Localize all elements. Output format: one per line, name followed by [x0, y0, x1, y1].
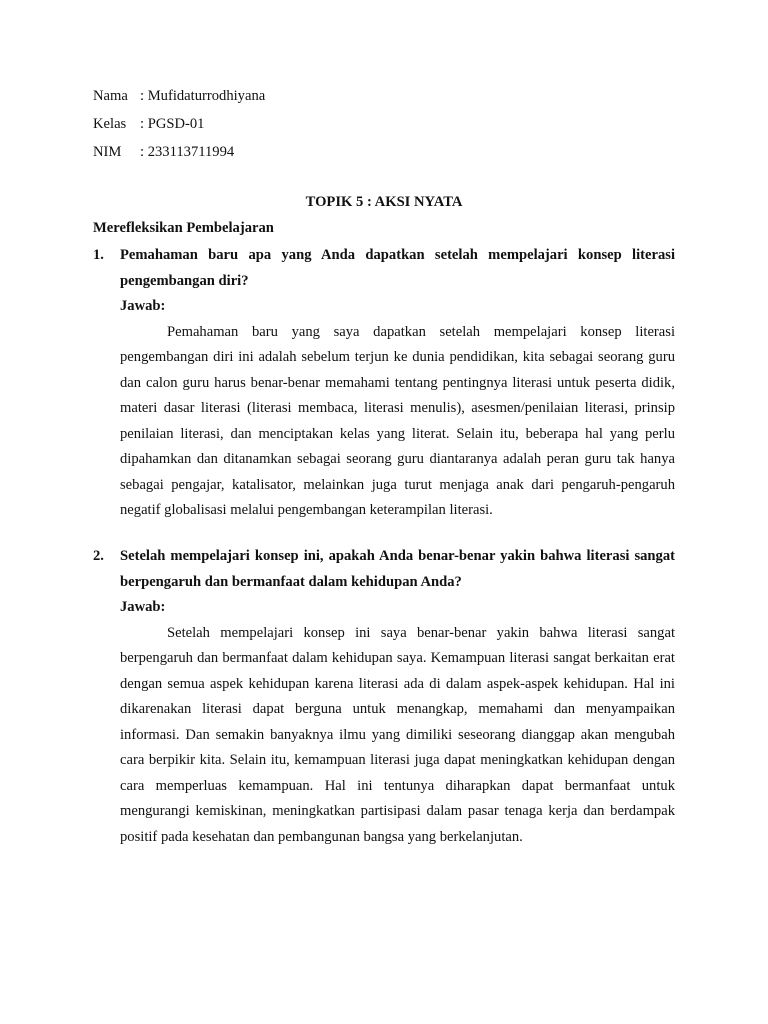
answer-label: Jawab:	[120, 298, 166, 314]
question-block-1	[93, 243, 675, 524]
name-value: : Mufidaturrodhiyana	[140, 88, 266, 104]
answer-text: Setelah mempelajari konsep ini saya benar-benar yakin bahwa literasi sangat berpengaruh dan bermanfaat dalam kehidupan saya. Kemampuan literasi sangat berkaitan erat dengan semua aspek kehidupan karena literasi ada di dalam aspek-aspek kehidupan. Hal ini dikarenakan literasi dapat berguna untuk menangkap, memahami dan menyampaikan informasi. Dan semakin banyaknya ilmu yang dimiliki seseorang dianggap akan mengubah cara berpikir kita. Selain itu, kemampuan literasi juga dapat meningkatkan kehidupan dengan cara memperluas kemampuan. Hal ini tentunya diharapkan dapat bermanfaat untuk mengurangi kemiskinan, meningkatkan partisipasi dalam pasar tenaga kerja dan berdampak positif pada kesehatan dan pembangunan bangsa yang berkelanjutan.	[120, 624, 675, 845]
question-number: 2.	[93, 548, 104, 564]
nim-row	[93, 142, 265, 170]
question-text: Setelah mempelajari konsep ini, apakah Anda benar-benar yakin bahwa literasi sangat berpengaruh dan bermanfaat dalam kehidupan Anda?	[120, 548, 675, 590]
answer-text: Pemahaman baru yang saya dapatkan setelah mempelajari konsep literasi pengembangan diri ini adalah sebelum terjun ke dunia pendidikan, kita sebagai seorang guru dan calon guru harus benar-benar memahami tentang pentingnya literasi untuk peserta didik, materi dasar literasi (literasi membaca, literasi menulis), asesmen/penilaian literasi, prinsip penilaian literasi, dan menciptakan kelas yang literat. Selain itu, beberapa hal yang perlu dipahamkan dan ditanamkan sebagai seorang guru diantaranya adalah peran guru tak hanya sebagai pengajar, katalisator, melainkan juga turut menjaga anak dari pengaruh-pengaruh negatif globalisasi melalui pengembangan keterampilan literasi.	[120, 323, 675, 518]
name-label: Nama	[93, 88, 128, 104]
question-text: Pemahaman baru apa yang Anda dapatkan setelah mempelajari konsep literasi pengembangan diri?	[120, 247, 675, 289]
class-value: : PGSD-01	[140, 116, 205, 132]
student-identity	[93, 86, 265, 170]
section-heading: Merefleksikan Pembelajaran	[93, 220, 274, 236]
answer-label: Jawab:	[120, 599, 166, 615]
nim-label: NIM	[93, 144, 122, 160]
class-row	[93, 114, 265, 142]
document-title: TOPIK 5 : AKSI NYATA	[305, 194, 463, 210]
name-row	[93, 86, 265, 114]
question-block-2	[93, 544, 675, 850]
class-label: Kelas	[93, 116, 127, 132]
question-number: 1.	[93, 247, 104, 263]
nim-value: : 233113711994	[140, 144, 235, 160]
